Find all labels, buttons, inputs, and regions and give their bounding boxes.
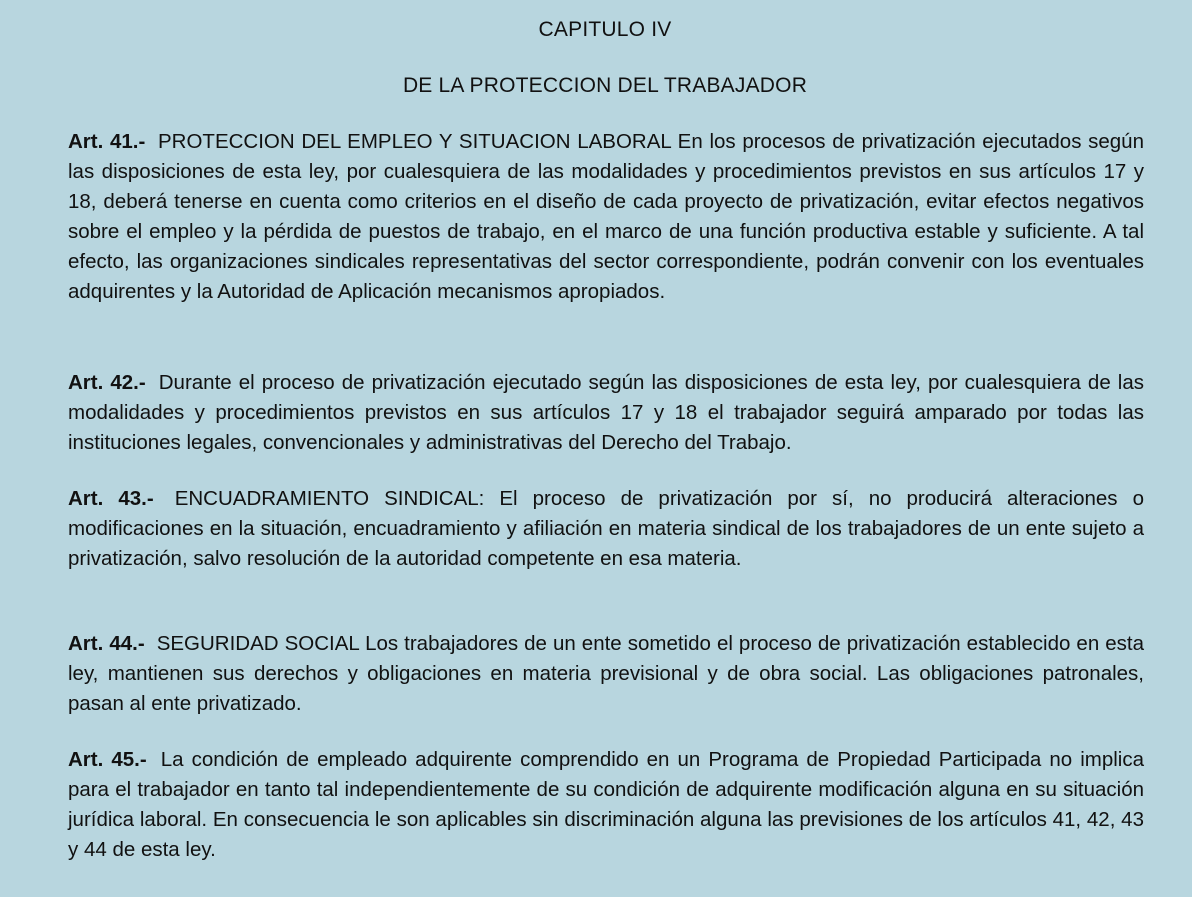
article-45 [68,745,1144,865]
chapter-number: CAPITULO IV [538,18,672,41]
article-42 [68,368,1144,458]
article-text: SEGURIDAD SOCIAL Los trabajadores de un ente sometido el proceso de privatización establecido en esta ley, mantienen sus derechos y obligaciones en materia previsional y de obra social. Las obligaciones patronales, pasan al ente privatizado. [68,632,1145,715]
chapter-heading: DE LA PROTECCION DEL TRABAJADOR [402,74,808,97]
article-text: La condición de empleado adquirente comprendido en un Programa de Propiedad Participada no implica para el trabajador en tanto tal independientemente de su condición de adquirente modificación alguna en su situación jurídica laboral. En consecuencia le son aplicables sin discriminación alguna las previsiones de los artículos 41, 42, 43 y 44 de esta ley. [68,748,1145,861]
article-text: Durante el proceso de privatización ejecutado según las disposiciones de esta ley, por cualesquiera de las modalidades y procedimientos previstos en sus artículos 17 y 18 el trabajador seguirá amparado por todas las instituciones legales, convencionales y administrativas del Derecho del Trabajo. [68,371,1144,454]
article-label: Art. 42.- [68,371,146,394]
article-44 [68,629,1144,719]
article-label: Art. 45.- [68,748,147,771]
article-label: Art. 43.- [68,487,154,510]
article-label: Art. 44.- [68,632,145,655]
article-text: PROTECCION DEL EMPLEO Y SITUACION LABORAL En los procesos de privatización ejecutados según las disposiciones de esta ley, por cualesquiera de las modalidades y procedimientos previstos en sus artículos 17 y 18, deberá tenerse en cuenta como criterios en el diseño de cada proyecto de privatización, evitar efectos negativos sobre el empleo y la pérdida de puestos de trabajo, en el marco de una función productiva estable y suficiente. A tal efecto, las organizaciones sindicales representativas del sector correspondiente, podrán convenir con los eventuales adquirentes y la Autoridad de Aplicación mecanismos apropiados. [68,130,1144,303]
article-label: Art. 41.- [68,130,146,153]
article-41 [68,127,1144,307]
article-text: ENCUADRAMIENTO SINDICAL: El proceso de privatización por sí, no producirá alteraciones o modificaciones en la situación, encuadramiento y afiliación en materia sindical de los trabajadores de un ente sujeto a privatización, salvo resolución de la autoridad competente en esa materia. [68,487,1144,570]
article-43 [68,484,1144,574]
